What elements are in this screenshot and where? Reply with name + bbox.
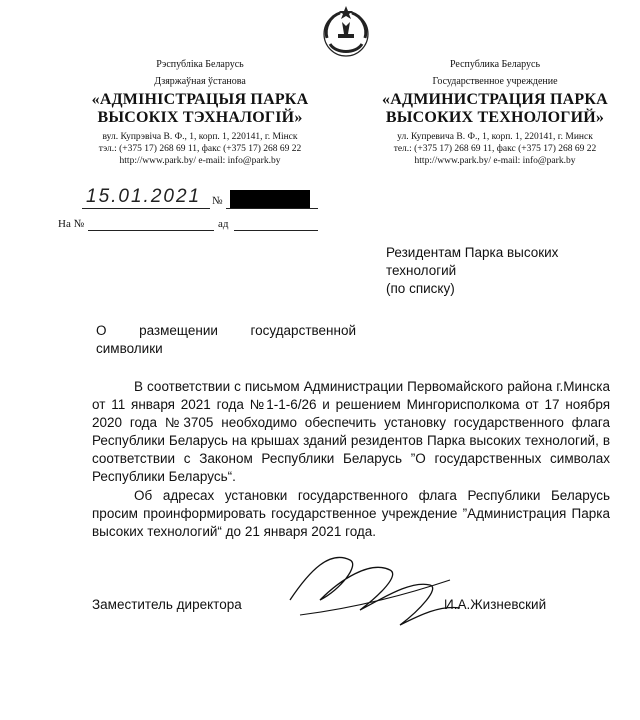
signatory-position: Заместитель директора	[92, 597, 242, 612]
redacted-number	[230, 190, 310, 208]
country-label: Республика Беларусь	[449, 59, 541, 70]
date-underline	[82, 208, 210, 209]
recipient-line: Резидентам Парка высоких	[386, 245, 559, 260]
reference-date-underline	[234, 230, 318, 231]
web-email: http://www.park.by/ e-mail: info@park.by	[414, 156, 576, 166]
reference-date-label: ад	[218, 218, 229, 230]
institution-type: Государственное учреждение	[432, 76, 558, 87]
recipient-line: технологий	[386, 263, 457, 278]
reference-label: На №	[58, 218, 85, 230]
country-label: Рэспубліка Беларусь	[156, 59, 244, 70]
org-name-line1: «АДМИНИСТРАЦИЯ ПАРКА	[382, 91, 608, 108]
org-name-line2: ВЫСОКІХ ТЭХНАЛОГІЙ»	[97, 109, 303, 126]
handwritten-date: 15.01.2021	[86, 186, 202, 207]
state-emblem-icon	[318, 4, 374, 60]
org-name-line1: «АДМІНІСТРАЦЫЯ ПАРКА	[91, 91, 309, 108]
address: вул. Купрэвіча В. Ф., 1, корп. 1, 220141, г. Мінск	[102, 132, 298, 142]
number-underline	[226, 208, 318, 209]
handwritten-signature	[280, 540, 470, 640]
address: ул. Купревича В. Ф., 1, корп. 1, 220141, г. Минск	[397, 132, 593, 142]
signatory-name: И.А.Жизневский	[444, 597, 547, 612]
letter-subject: О размещении государственной символики	[96, 323, 356, 356]
web-email: http://www.park.by/ e-mail: info@park.by	[119, 156, 281, 166]
recipient-line: (по списку)	[386, 281, 455, 296]
org-name-line2: ВЫСОКИХ ТЕХНОЛОГИЙ»	[385, 109, 605, 126]
registration-block	[58, 186, 318, 232]
phone: тэл.: (+375 17) 268 69 11, факс (+375 17) 268 69 22	[98, 144, 302, 154]
header-left	[70, 58, 330, 167]
body-paragraph: В соответствии с письмом Администрации Первомайского района г.Минска от 11 января 2021 года №1-1-6/26 и решением Мингорисполкома от 17 ноября 2020 года №3705 необходимо обеспечить установку государственного флага Республики Беларусь на крышах зданий резидентов Парка высоких технологий, в соответствии с Законом Республики Беларусь ”О государственных символах Республики Беларусь“.	[92, 379, 610, 484]
number-label: №	[212, 195, 223, 207]
body-paragraph: Об адресах установки государственного флага Республики Беларусь просим проинформировать государственное учреждение ”Администрация Парка высоких технологий“ до 21 января 2021 года.	[92, 488, 610, 539]
reference-underline	[88, 230, 214, 231]
recipient-block	[386, 244, 558, 298]
phone: тел.: (+375 17) 268 69 11, факс (+375 17) 268 69 22	[393, 144, 597, 154]
header-right	[360, 58, 630, 167]
letter-body	[92, 378, 610, 541]
institution-type: Дзяржаўная ўстанова	[154, 76, 246, 87]
